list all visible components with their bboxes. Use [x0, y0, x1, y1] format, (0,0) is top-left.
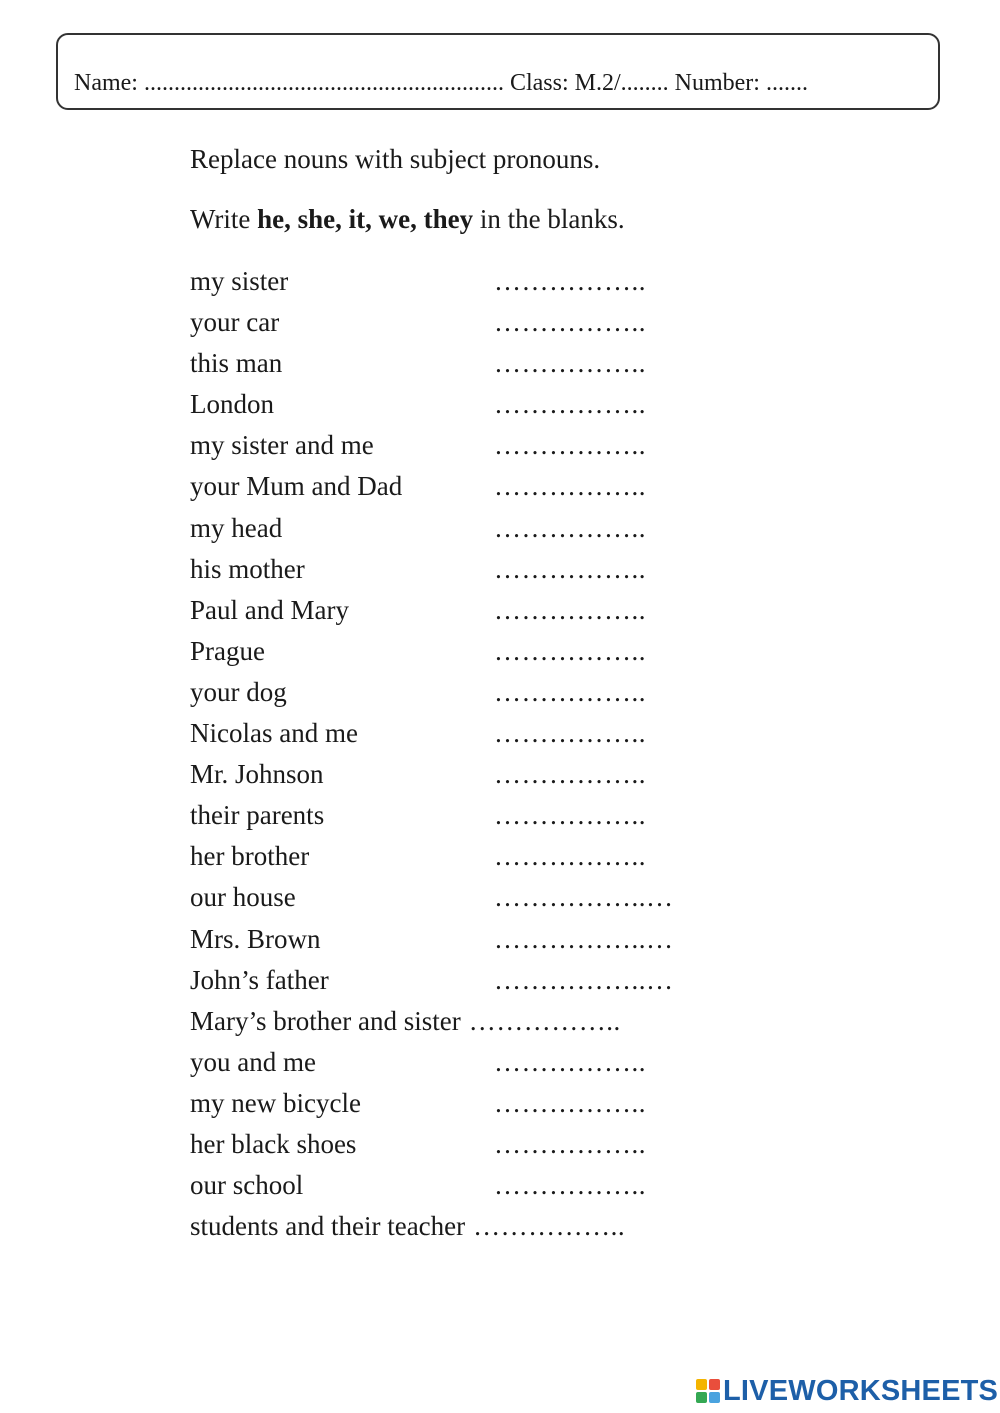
exercise-row [190, 882, 750, 923]
student-info-line: Name: ............................................................ Class: M.2/........ Number: ....... [74, 70, 808, 96]
answer-blank[interactable]: …………….. [494, 635, 646, 666]
exercise-list [190, 266, 750, 1252]
noun-phrase: your Mum and Dad [190, 471, 403, 502]
noun-phrase: this man [190, 348, 283, 379]
instruction-line-1: Replace nouns with subject pronouns. [190, 144, 601, 174]
exercise-row [190, 924, 750, 965]
noun-phrase: John’s father [190, 964, 329, 995]
noun-phrase: Paul and Mary [190, 594, 349, 625]
noun-phrase: Mr. Johnson [190, 759, 324, 790]
noun-phrase: his mother [190, 553, 305, 584]
exercise-row [190, 759, 750, 800]
answer-blank[interactable]: …………….. [494, 512, 646, 543]
exercise-row [190, 1006, 750, 1047]
answer-blank[interactable]: …………….. [494, 389, 646, 420]
exercise-row [190, 841, 750, 882]
answer-blank[interactable]: …………….. [494, 594, 646, 625]
logo-square-yellow [696, 1379, 707, 1390]
answer-blank[interactable]: …………….. [494, 471, 646, 502]
instruction-prefix: Write [190, 204, 258, 234]
noun-phrase: my head [190, 512, 283, 543]
answer-blank[interactable]: …………….. [468, 1005, 621, 1036]
noun-phrase: Mrs. Brown [190, 923, 321, 954]
exercise-row [190, 513, 750, 554]
exercise-row [190, 677, 750, 718]
noun-phrase: their parents [190, 800, 325, 831]
noun-phrase: your dog [190, 676, 287, 707]
exercise-row [190, 1211, 750, 1252]
answer-blank[interactable]: …………….. [494, 759, 646, 790]
noun-phrase: students and their teacher [190, 1211, 466, 1242]
noun-phrase: London [190, 389, 274, 420]
exercise-row [190, 430, 750, 471]
instruction-pronouns: he, she, it, we, they [257, 204, 474, 234]
answer-blank[interactable]: …………….. [494, 676, 646, 707]
noun-phrase: our school [190, 1170, 304, 1201]
instruction-line-2 [190, 204, 625, 235]
exercise-row [190, 389, 750, 430]
exercise-row [190, 718, 750, 759]
answer-blank[interactable]: …………….. [494, 800, 646, 831]
logo-mark-icon [696, 1379, 720, 1403]
noun-phrase: Nicolas and me [190, 718, 358, 749]
answer-blank[interactable]: …………….. [494, 1170, 646, 1201]
student-info-box [56, 33, 940, 110]
exercise-row [190, 595, 750, 636]
answer-blank[interactable]: …………….. [494, 1087, 646, 1118]
answer-blank[interactable]: …………….. [494, 841, 646, 872]
exercise-row [190, 1047, 750, 1088]
logo-square-red [709, 1379, 720, 1390]
exercise-row [190, 307, 750, 348]
liveworksheets-logo [696, 1374, 998, 1408]
noun-phrase: my sister and me [190, 430, 374, 461]
answer-blank[interactable]: …………….. [473, 1211, 626, 1242]
noun-phrase: Prague [190, 635, 265, 666]
noun-phrase: you and me [190, 1046, 316, 1077]
exercise-row [190, 800, 750, 841]
answer-blank[interactable]: ……………..… [494, 964, 674, 995]
answer-blank[interactable]: …………….. [494, 266, 646, 296]
exercise-row [190, 1129, 750, 1170]
answer-blank[interactable]: ……………..… [494, 923, 674, 954]
instruction-suffix: in the blanks. [473, 204, 625, 234]
exercise-row [190, 266, 750, 307]
answer-blank[interactable]: …………….. [494, 307, 646, 338]
noun-phrase: her brother [190, 841, 310, 872]
answer-blank[interactable]: …………….. [494, 1046, 646, 1077]
logo-square-blue [709, 1392, 720, 1403]
answer-blank[interactable]: …………….. [494, 430, 646, 461]
exercise-row [190, 471, 750, 512]
exercise-row [190, 554, 750, 595]
exercise-row [190, 1088, 750, 1129]
logo-square-green [696, 1392, 707, 1403]
noun-phrase: her black shoes [190, 1128, 357, 1159]
exercise-row [190, 636, 750, 677]
noun-phrase: my new bicycle [190, 1087, 361, 1118]
answer-blank[interactable]: …………….. [494, 718, 646, 749]
logo-text: LIVEWORKSHEETS [723, 1374, 999, 1407]
exercise-row [190, 348, 750, 389]
noun-phrase: my sister [190, 266, 289, 296]
answer-blank[interactable]: ……………..… [494, 882, 674, 913]
exercise-row [190, 1170, 750, 1211]
answer-blank[interactable]: …………….. [494, 553, 646, 584]
noun-phrase: your car [190, 307, 280, 338]
exercise-row [190, 965, 750, 1006]
noun-phrase: Mary’s brother and sister [190, 1005, 461, 1036]
answer-blank[interactable]: …………….. [494, 348, 646, 379]
noun-phrase: our house [190, 882, 296, 913]
answer-blank[interactable]: …………….. [494, 1128, 646, 1159]
